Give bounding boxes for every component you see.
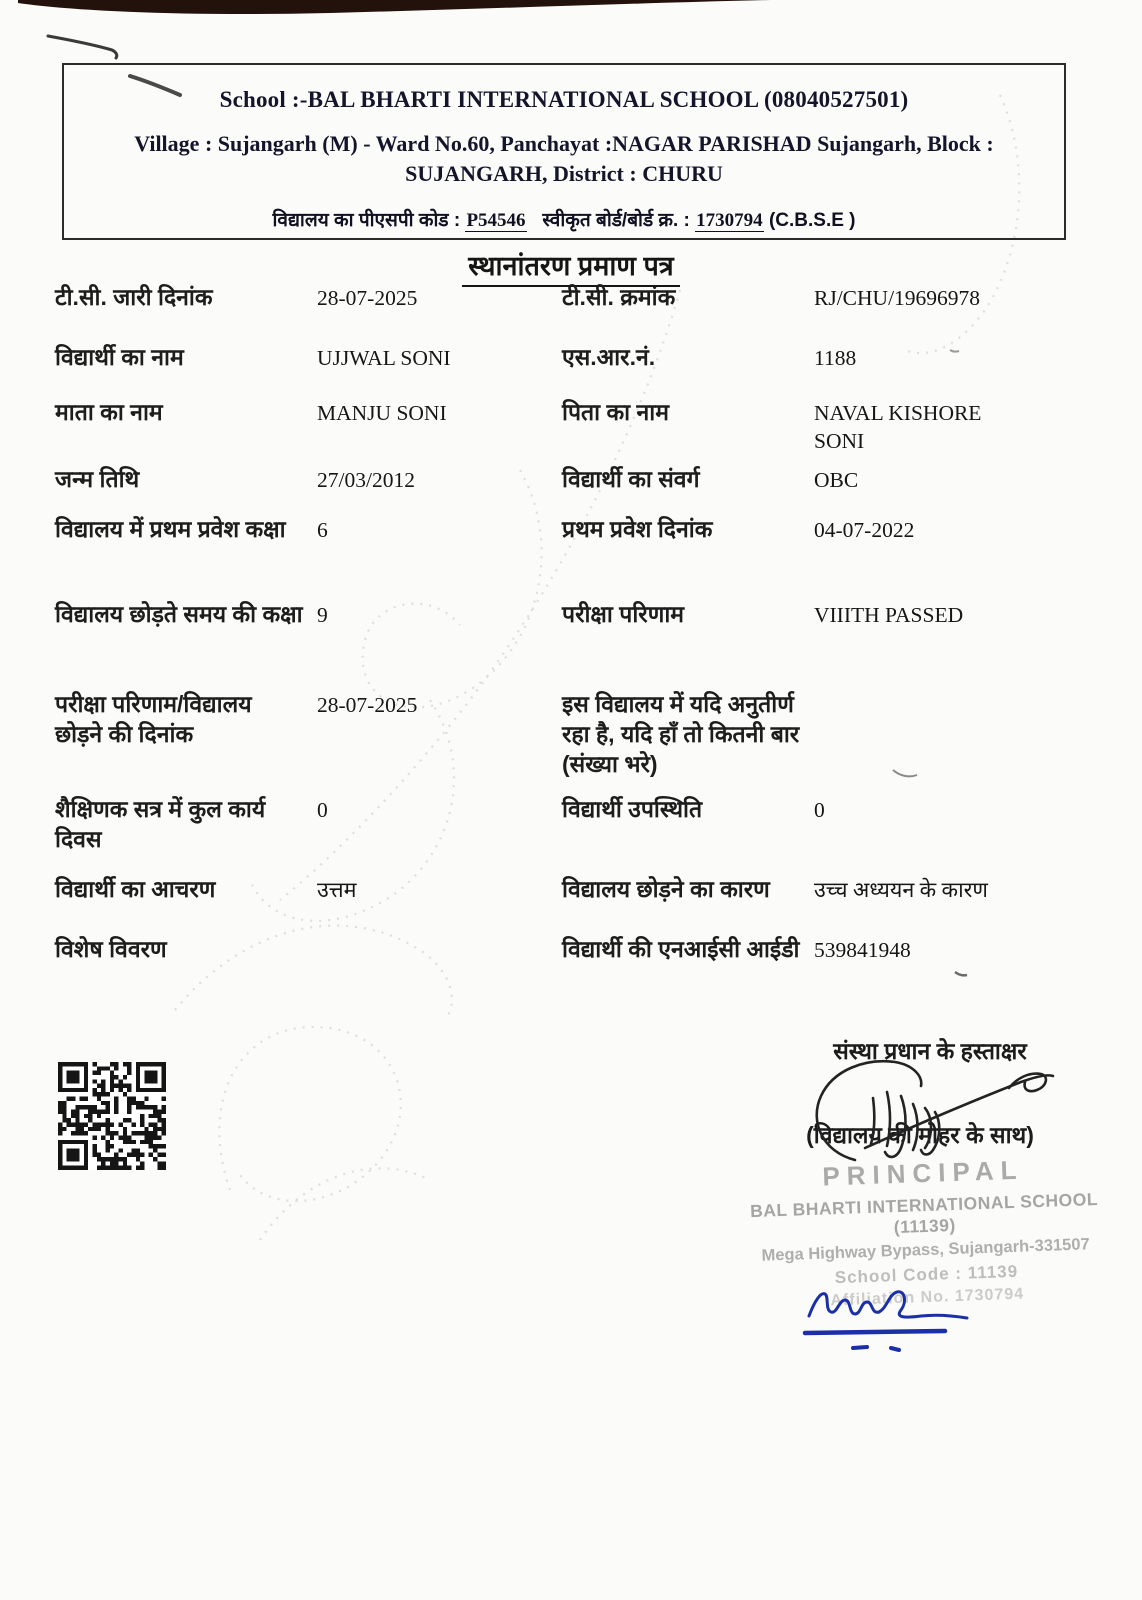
field-row — [0, 343, 1142, 398]
field-label: विद्यालय छोड़ने का कारण — [562, 876, 770, 902]
field-label: विद्यार्थी उपस्थिति — [562, 796, 703, 822]
board-label: स्वीकृत बोर्ड/बोर्ड क्र. : — [542, 210, 690, 232]
field-row — [0, 690, 1142, 795]
field-label: पिता का नाम — [562, 399, 669, 425]
field-label: विद्यार्थी का नाम — [55, 344, 184, 370]
field-label: एस.आर.नं. — [562, 344, 656, 370]
school-address-line: Village : Sujangarh (M) - Ward No.60, Panchayat :NAGAR PARISHAD Sujangarh, Block : SUJANGARH, District : CHURU — [134, 131, 994, 186]
field-value: उच्च अध्ययन के कारण — [814, 878, 988, 902]
field-label: विद्यालय छोड़ते समय की कक्षा — [55, 601, 303, 627]
qr-code — [58, 1062, 166, 1170]
field-label: शैक्षिणक सत्र में कुल कार्य दिवस — [55, 796, 266, 852]
school-seal-note: (विद्यालय की मोहर के साथ) — [806, 1122, 1034, 1148]
field-value: 27/03/2012 — [317, 468, 415, 492]
field-value: 0 — [814, 798, 825, 822]
certificate-title: स्थानांतरण प्रमाण पत्र — [462, 246, 679, 287]
field-label: जन्म तिथि — [55, 466, 140, 492]
field-value — [317, 935, 562, 937]
psp-code-value: P54546 — [466, 210, 526, 232]
field-label: टी.सी. क्रमांक — [562, 284, 676, 310]
field-value: VIIITH PASSED — [814, 603, 964, 627]
blue-ink-signature — [795, 1278, 995, 1363]
field-value: 28-07-2025 — [317, 286, 418, 310]
field-row — [0, 283, 1142, 343]
field-label: विद्यार्थी का आचरण — [55, 876, 216, 902]
field-value: 9 — [317, 603, 328, 627]
field-label: माता का नाम — [55, 399, 163, 425]
field-label: विद्यार्थी की एनआईसी आईडी — [562, 936, 800, 962]
field-row — [0, 875, 1142, 935]
field-label: विद्यार्थी का संवर्ग — [562, 466, 700, 492]
school-codes-line — [64, 206, 1064, 232]
stamp-school-name: BAL BHARTI INTERNATIONAL SCHOOL (11139) — [749, 1188, 1099, 1238]
field-label: टी.सी. जारी दिनांक — [55, 284, 213, 310]
field-row — [0, 600, 1142, 690]
principal-signature-label: संस्था प्रधान के हस्ताक्षर — [833, 1038, 1027, 1064]
field-row — [0, 935, 1142, 1025]
scan-edge-band — [18, 0, 770, 14]
principal-signature-ink — [795, 1052, 1085, 1172]
psp-code-label: विद्यालय का पीएसपी कोड : — [272, 210, 461, 232]
field-value: उत्तम — [317, 878, 357, 902]
field-value: 28-07-2025 — [317, 693, 418, 717]
field-row — [0, 515, 1142, 600]
field-label: इस विद्यालय में यदि अनुतीर्ण रहा है, यदि हाँ तो कितनी बार (संख्या भरे) — [562, 691, 800, 777]
field-value: 0 — [317, 798, 328, 822]
field-row — [0, 795, 1142, 875]
field-value: RJ/CHU/19696978 — [814, 286, 981, 310]
field-value: NAVAL KISHORE SONI — [814, 401, 982, 453]
board-suffix: (C.B.S.E ) — [768, 210, 856, 232]
field-value: 1188 — [814, 346, 857, 370]
stamp-school-code: School Code : 11139 — [834, 1261, 1019, 1288]
field-row — [0, 465, 1142, 515]
field-value: UJJWAL SONI — [317, 346, 451, 370]
stamp-school-address: Mega Highway Bypass, Sujangarh-331507 — [761, 1235, 1090, 1265]
field-value: 6 — [317, 518, 328, 542]
stamp-affiliation-number: Affiliation No. 1730794 — [830, 1285, 1025, 1310]
field-label: विशेष विवरण — [55, 936, 167, 962]
field-value: MANJU SONI — [317, 401, 447, 425]
field-label: विद्यालय में प्रथम प्रवेश कक्षा — [55, 516, 286, 542]
field-value: 04-07-2022 — [814, 518, 915, 542]
board-number-value: 1730794 — [696, 210, 763, 232]
field-value: OBC — [814, 468, 859, 492]
field-value: 539841948 — [814, 938, 911, 962]
field-label: प्रथम प्रवेश दिनांक — [562, 516, 713, 542]
school-header-box — [62, 63, 1066, 240]
pen-mark — [48, 36, 117, 58]
school-name-line: School :-BAL BHARTI INTERNATIONAL SCHOOL (08040527501) — [219, 87, 909, 112]
stamp-principal-text: PRINCIPAL — [821, 1154, 1024, 1192]
field-label: परीक्षा परिणाम/विद्यालय छोड़ने की दिनांक — [55, 691, 252, 747]
field-label: परीक्षा परिणाम — [562, 601, 685, 627]
field-value — [814, 690, 1029, 692]
field-row — [0, 398, 1142, 465]
fields-grid — [0, 283, 1142, 1025]
